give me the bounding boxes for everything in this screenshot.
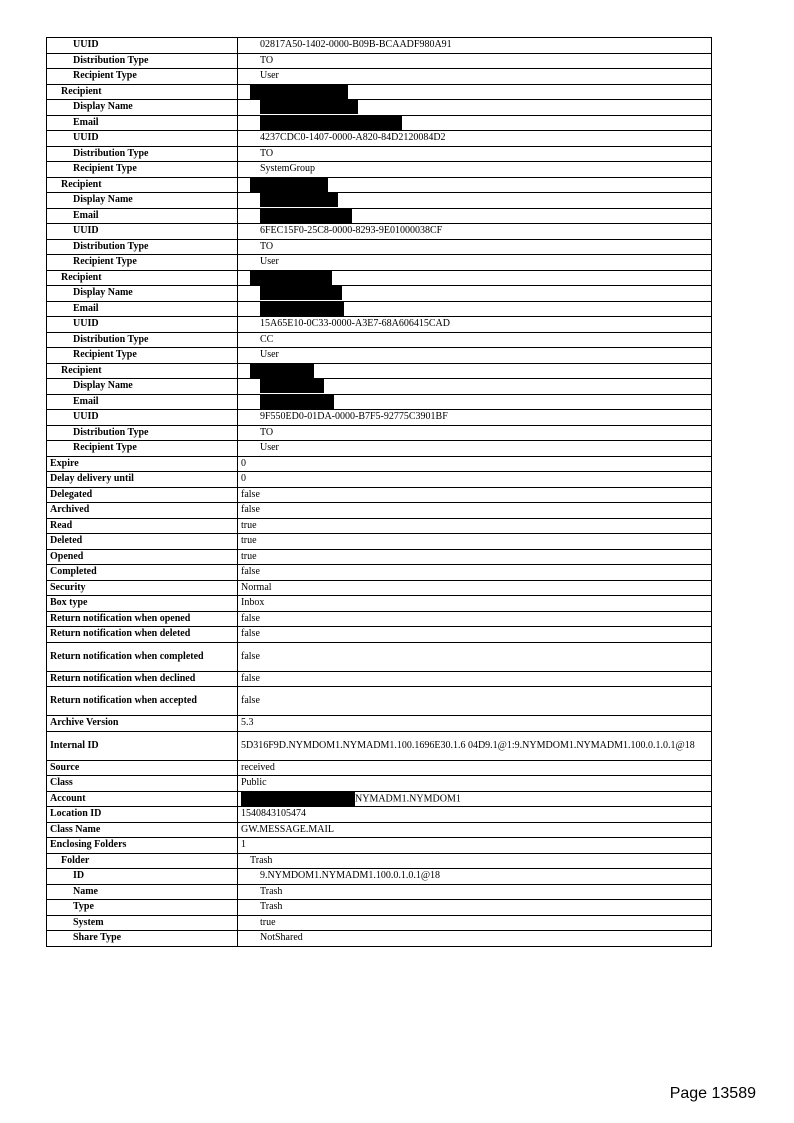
- property-value-text: GW.MESSAGE.MAIL: [241, 823, 334, 835]
- table-row: [47, 596, 712, 612]
- property-value-text: NYMADM1.NYMDOM1: [355, 793, 461, 805]
- table-row: [47, 425, 712, 441]
- property-value-text: 6FEC15F0-25C8-0000-8293-9E01000038CF: [260, 225, 443, 237]
- property-key: Email: [47, 394, 238, 410]
- property-value: [238, 611, 712, 627]
- table-row: [47, 869, 712, 885]
- property-key: ID: [47, 869, 238, 885]
- table-row: [47, 317, 712, 333]
- table-row: [47, 580, 712, 596]
- table-row: [47, 38, 712, 54]
- table-row: [47, 822, 712, 838]
- property-value: [238, 869, 712, 885]
- table-row: [47, 534, 712, 550]
- table-row: [47, 731, 712, 760]
- property-value-text: CC: [260, 333, 274, 345]
- page-number: Page 13589: [669, 1085, 756, 1102]
- property-key: Account: [47, 791, 238, 807]
- table-row: [47, 611, 712, 627]
- table-row: [47, 270, 712, 286]
- property-key: UUID: [47, 224, 238, 240]
- property-value-text: User: [260, 256, 279, 268]
- table-row: [47, 69, 712, 85]
- property-value: [238, 472, 712, 488]
- table-row: [47, 441, 712, 457]
- property-value: [238, 115, 712, 131]
- property-key: Source: [47, 760, 238, 776]
- table-row: [47, 410, 712, 426]
- property-value: [238, 193, 712, 209]
- property-value: [238, 410, 712, 426]
- property-key: Recipient Type: [47, 69, 238, 85]
- property-key: Archived: [47, 503, 238, 519]
- property-key: Email: [47, 301, 238, 317]
- property-key: Name: [47, 884, 238, 900]
- property-value-text: Public: [241, 777, 267, 789]
- table-row: [47, 760, 712, 776]
- property-key: Completed: [47, 565, 238, 581]
- property-value-text: 5D316F9D.NYMDOM1.NYMADM1.100.1696E30.1.6 04D9.1@1:9.NYMDOM1.NYMADM1.100.0.1.0.1@18: [241, 739, 695, 751]
- property-value: [238, 627, 712, 643]
- property-value-text: User: [260, 442, 279, 454]
- property-value-text: NotShared: [260, 932, 303, 944]
- property-value: [238, 69, 712, 85]
- table-row: [47, 456, 712, 472]
- property-value-text: 0: [241, 473, 246, 485]
- property-value-text: Trash: [250, 854, 273, 866]
- property-key: Expire: [47, 456, 238, 472]
- property-key: Recipient: [47, 177, 238, 193]
- property-key: Display Name: [47, 100, 238, 116]
- property-key: Recipient: [47, 363, 238, 379]
- property-value-text: false: [241, 504, 260, 516]
- property-value: [238, 822, 712, 838]
- property-value: [238, 487, 712, 503]
- properties-table-body: [47, 38, 712, 947]
- property-key: Class Name: [47, 822, 238, 838]
- property-value: [238, 317, 712, 333]
- property-value-text: Trash: [260, 901, 283, 913]
- property-value: [238, 425, 712, 441]
- table-row: [47, 379, 712, 395]
- table-row: [47, 286, 712, 302]
- property-value: [238, 760, 712, 776]
- property-value: [238, 332, 712, 348]
- table-row: [47, 931, 712, 947]
- table-row: [47, 363, 712, 379]
- table-row: [47, 776, 712, 792]
- property-key: Return notification when completed: [47, 642, 238, 671]
- table-row: [47, 853, 712, 869]
- property-value: [238, 687, 712, 716]
- table-row: [47, 131, 712, 147]
- property-key: UUID: [47, 317, 238, 333]
- property-key: Box type: [47, 596, 238, 612]
- property-value-text: 1: [241, 839, 246, 851]
- property-key: Deleted: [47, 534, 238, 550]
- redaction-block: [260, 193, 338, 207]
- table-row: [47, 208, 712, 224]
- property-key: Email: [47, 115, 238, 131]
- table-row: [47, 472, 712, 488]
- property-key: Return notification when opened: [47, 611, 238, 627]
- property-key: Return notification when deleted: [47, 627, 238, 643]
- property-value: [238, 838, 712, 854]
- property-value: [238, 580, 712, 596]
- table-row: [47, 671, 712, 687]
- property-value: [238, 38, 712, 54]
- property-key: Recipient Type: [47, 348, 238, 364]
- property-value: [238, 224, 712, 240]
- property-key: System: [47, 915, 238, 931]
- property-value: [238, 518, 712, 534]
- property-key: Recipient: [47, 270, 238, 286]
- property-value: [238, 53, 712, 69]
- table-row: [47, 627, 712, 643]
- table-row: [47, 162, 712, 178]
- table-row: [47, 394, 712, 410]
- table-row: [47, 900, 712, 916]
- property-value-text: 5.3: [241, 717, 254, 729]
- property-value-text: false: [241, 628, 260, 640]
- property-key: Type: [47, 900, 238, 916]
- property-value-text: true: [241, 550, 257, 562]
- property-value: [238, 146, 712, 162]
- property-value: [238, 270, 712, 286]
- table-row: [47, 193, 712, 209]
- property-value: [238, 915, 712, 931]
- property-key: Display Name: [47, 286, 238, 302]
- property-value: [238, 807, 712, 823]
- property-key: Return notification when declined: [47, 671, 238, 687]
- property-value: [238, 731, 712, 760]
- table-row: [47, 239, 712, 255]
- redaction-block: [250, 364, 314, 378]
- redaction-block: [260, 286, 342, 300]
- property-value-text: 0: [241, 457, 246, 469]
- property-value-text: User: [260, 70, 279, 82]
- property-value: [238, 441, 712, 457]
- property-value-text: Trash: [260, 885, 283, 897]
- property-value-text: true: [241, 519, 257, 531]
- table-row: [47, 807, 712, 823]
- property-value: [238, 208, 712, 224]
- property-value-text: 4237CDC0-1407-0000-A820-84D2120084D2: [260, 132, 446, 144]
- table-row: [47, 915, 712, 931]
- property-value: [238, 100, 712, 116]
- property-key: Folder: [47, 853, 238, 869]
- property-value: [238, 716, 712, 732]
- property-value-text: true: [241, 535, 257, 547]
- table-row: [47, 224, 712, 240]
- property-value-text: false: [241, 612, 260, 624]
- property-value-text: true: [260, 916, 276, 928]
- property-key: UUID: [47, 410, 238, 426]
- property-value-text: 1540843105474: [241, 808, 306, 820]
- property-value-text: TO: [260, 426, 274, 438]
- property-value-text: Inbox: [241, 597, 265, 609]
- property-value: [238, 162, 712, 178]
- property-value-text: 9F550ED0-01DA-0000-B7F5-92775C3901BF: [260, 411, 448, 423]
- property-value-text: Normal: [241, 581, 272, 593]
- property-value-text: false: [241, 695, 260, 706]
- table-row: [47, 518, 712, 534]
- property-value-text: false: [241, 488, 260, 500]
- property-value-text: SystemGroup: [260, 163, 315, 175]
- table-row: [47, 503, 712, 519]
- property-value-text: 9.NYMDOM1.NYMADM1.100.0.1.0.1@18: [260, 870, 441, 882]
- property-value: [238, 900, 712, 916]
- property-value-text: 02817A50-1402-0000-B09B-BCAADF980A91: [260, 39, 452, 51]
- property-value: [238, 596, 712, 612]
- property-value: [238, 255, 712, 271]
- table-row: [47, 487, 712, 503]
- property-value: [238, 84, 712, 100]
- redaction-block: [250, 85, 348, 99]
- property-key: Return notification when accepted: [47, 687, 238, 716]
- property-key: Distribution Type: [47, 53, 238, 69]
- property-key: Enclosing Folders: [47, 838, 238, 854]
- property-value: [238, 534, 712, 550]
- table-row: [47, 642, 712, 671]
- property-key: Recipient: [47, 84, 238, 100]
- property-value: [238, 931, 712, 947]
- table-row: [47, 255, 712, 271]
- property-key: Class: [47, 776, 238, 792]
- property-value: [238, 565, 712, 581]
- property-key: UUID: [47, 131, 238, 147]
- property-key: Distribution Type: [47, 425, 238, 441]
- table-row: [47, 884, 712, 900]
- property-value-text: User: [260, 349, 279, 361]
- property-value: [238, 239, 712, 255]
- property-value: [238, 131, 712, 147]
- redaction-block: [241, 792, 355, 806]
- property-key: Distribution Type: [47, 332, 238, 348]
- property-key: Security: [47, 580, 238, 596]
- table-row: [47, 687, 712, 716]
- property-value: [238, 456, 712, 472]
- property-value-text: TO: [260, 147, 274, 159]
- property-value: [238, 884, 712, 900]
- table-row: [47, 549, 712, 565]
- table-row: [47, 115, 712, 131]
- properties-table: [46, 37, 712, 947]
- table-row: [47, 301, 712, 317]
- property-key: Distribution Type: [47, 239, 238, 255]
- property-value-text: 15A65E10-0C33-0000-A3E7-68A606415CAD: [260, 318, 450, 330]
- redaction-block: [260, 116, 402, 130]
- property-value: [238, 379, 712, 395]
- property-value-text: received: [241, 761, 275, 773]
- property-value: [238, 776, 712, 792]
- property-key: Distribution Type: [47, 146, 238, 162]
- property-key: Internal ID: [47, 731, 238, 760]
- redaction-block: [260, 100, 358, 114]
- redaction-block: [260, 302, 344, 316]
- table-row: [47, 177, 712, 193]
- table-row: [47, 716, 712, 732]
- table-row: [47, 565, 712, 581]
- property-key: Recipient Type: [47, 255, 238, 271]
- property-key: Archive Version: [47, 716, 238, 732]
- property-key: Recipient Type: [47, 162, 238, 178]
- property-value-text: false: [241, 650, 260, 662]
- property-key: Opened: [47, 549, 238, 565]
- property-key: Display Name: [47, 193, 238, 209]
- redaction-block: [260, 395, 334, 409]
- property-value: [238, 642, 712, 671]
- redaction-block: [260, 379, 324, 393]
- property-key: Share Type: [47, 931, 238, 947]
- property-value: [238, 348, 712, 364]
- property-key: Display Name: [47, 379, 238, 395]
- property-value-text: TO: [260, 54, 274, 66]
- property-value: [238, 394, 712, 410]
- table-row: [47, 84, 712, 100]
- property-key: Email: [47, 208, 238, 224]
- property-value: [238, 363, 712, 379]
- property-value: [238, 301, 712, 317]
- property-value-text: TO: [260, 240, 274, 252]
- table-row: [47, 348, 712, 364]
- property-value: [238, 853, 712, 869]
- property-key: Location ID: [47, 807, 238, 823]
- property-value: [238, 791, 712, 807]
- property-value: [238, 286, 712, 302]
- property-key: UUID: [47, 38, 238, 54]
- redaction-block: [250, 271, 332, 285]
- redaction-block: [260, 209, 352, 223]
- table-row: [47, 53, 712, 69]
- redaction-block: [250, 178, 328, 192]
- property-key: Delay delivery until: [47, 472, 238, 488]
- property-value: [238, 503, 712, 519]
- table-row: [47, 838, 712, 854]
- property-value: [238, 549, 712, 565]
- property-value: [238, 671, 712, 687]
- property-value-text: false: [241, 672, 260, 684]
- property-value-text: false: [241, 566, 260, 578]
- property-key: Delegated: [47, 487, 238, 503]
- table-row: [47, 146, 712, 162]
- property-key: Read: [47, 518, 238, 534]
- table-row: [47, 332, 712, 348]
- property-key: Recipient Type: [47, 441, 238, 457]
- table-row: [47, 100, 712, 116]
- property-value: [238, 177, 712, 193]
- table-row: [47, 791, 712, 807]
